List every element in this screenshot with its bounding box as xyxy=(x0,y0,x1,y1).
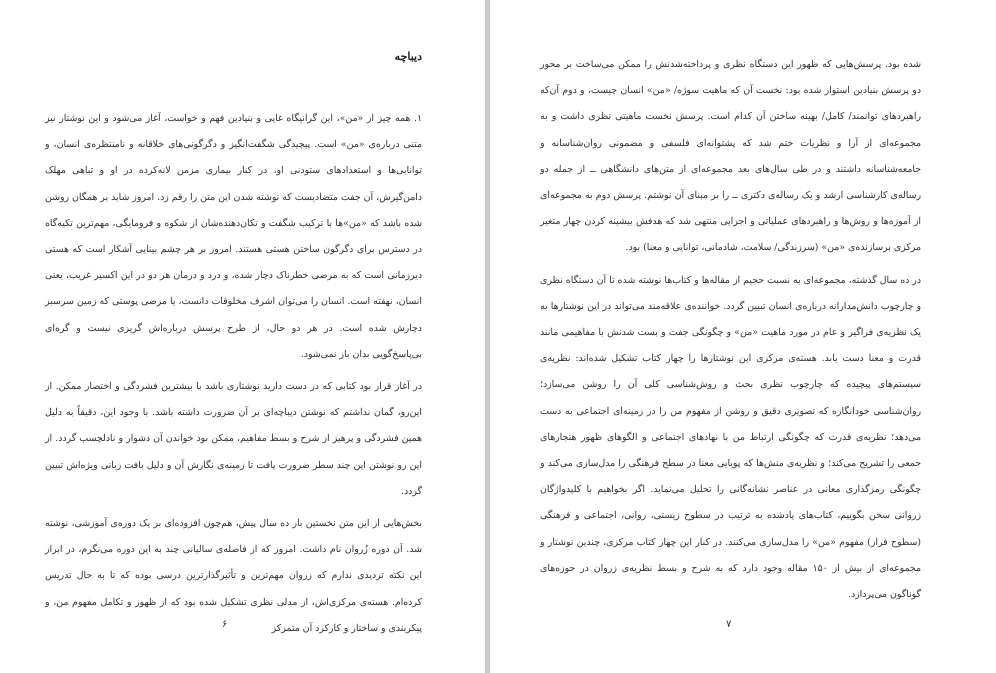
right-page-body xyxy=(540,52,921,614)
preface-title: دیباچه xyxy=(394,50,422,63)
paragraph: ۱. همه چیز از «من»، این گرانیگاه غایی و بنیادین فهم و خواست، آغاز می‌شود و این نوشتار نیز متنی درباره‌ی «من» است. پیچیدگی شگفت‌انگیز و دگرگونی‌های خلاقانه و نامنتظره‌ی انسان، و توانایی‌ها و استعدادهای ستودنی او، در کنار بیماری مزمن لانه‌کرده در او و تباهی مهلک دامن‌گیرش، آن جفت متضادیست که نوشته شدن این متن را رقم زد. امروز شاید بر همگان روشن شده باشد که «من»ها با ترکیب شگفت و تکان‌دهنده‌شان از شکوه و فرومایگی، مهم‌ترین تکیه‌گاه در دسترس برای دگرگون ساختن هستی هستند. امروز بر هر چشم بینایی آشکار است که هستی دیرزمانی است که به مرضی خطرناک دچار شده، و درد و درمان هر دو در این اکسیر غریب، یعنی انسان، نهفته است. انسان را می‌توان اشرف مخلوقات دانست، یا مرضی پوستی که زمین سرسبز دچارش شده است. در هر دو حال، از طرح پرسش درباره‌اش گریزی نیست و گره‌ای بی‌پاسخ‌گویی بدان باز نمی‌شود. xyxy=(45,113,422,360)
paragraph: شده بود. پرسش‌هایی که ظهور این دستگاه نظری و پرداخته‌شدنش را ممکن می‌ساخت بر محور دو پرسش بنیادین استوار شده بود: نخست آن که ماهیت سوژه/ «من» انسان چیست، و دوم آن‌که راهبردهای توانمند/ کامل/ بهینه ساختن آن کدام است. پرسش نخست ماهیتی نظری داشت و به مجموعه‌ای از آرا و نظریات ختم شد که پشتوانه‌ای فلسفی و مضمونی روان‌شناسانه و جامعه‌شناسانه داشتند و در طی سال‌های بعد مجموعه‌ای از متن‌های دانشگاهی ــ از جمله دو رساله‌ی کارشناسی ارشد و یک رساله‌ی دکتری ــ را بر مبنای آن نوشتم. پرسش دوم به مجموعه‌ای از آموزه‌ها و روش‌ها و راهبردهای عملیاتی و اجرایی منتهی شد که هدفش بیشینه کردن چهار متغیر مرکزی برسازنده‌ی «من» (سرزندگی/ سلامت، شادمانی، توانایی و معنا) بود. xyxy=(540,59,921,254)
page-number: ۶ xyxy=(222,619,228,630)
page-number: ۷ xyxy=(726,619,732,630)
paragraph: در آغاز قرار بود کتابی که در دست دارید نوشتاری باشد با بیشترین فشردگی و اختصار ممکن. از این‌رو، گمان نداشتم که نوشتن دیباچه‌ای بر آن ضرورت داشته باشد. با وجود این، دقیقاً به دلیل همین فشردگی و پرهیز از شرح و بسط مفاهیم، ممکن بود خواندن آن دشوار و نادلچسب گردد. از این رو نوشتن این چند سطر ضرورت یافت تا زمینه‌ی نگارش آن و دلیل بافت زبانی ویژه‌اش تبیین گردد. xyxy=(45,381,422,497)
paragraph: در ده سال گذشته، مجموعه‌ای به نسبت حجیم از مقاله‌ها و کتاب‌ها نوشته شده تا آن دستگاه نظری و چارچوب دانش‌مدارانه درباره‌ی انسان تبیین گردد. خواننده‌ی علاقه‌مند می‌تواند در این نوشتارها به یک نظریه‌ی فراگیر و عام در مورد ماهیت «من» و چگونگی جفت و بست شدنش با مفاهیمی مانند قدرت و معنا دست یابد. هسته‌ی مرکزی این نوشتارها را چهار کتاب تشکیل شده‌اند: نظریه‌ی سیستم‌های پیچیده که چارچوب نظری بحث و روش‌شناسی کلی آن را روشن می‌سازد؛ روان‌شناسی خودانگاره که تصویری دقیق و روشن از مفهوم من را در زمینه‌ای اجتماعی به دست می‌دهد؛ نظریه‌ی قدرت که چگونگی ارتباط من با نهادهای اجتماعی و الگوهای ظهور هنجارهای جمعی را تشریح می‌کند؛ و نظریه‌ی منش‌ها که پویایی معنا در سطح فرهنگی را مدل‌سازی می‌کند و چگونگی رمزگذاری معانی در عناصر نشانه‌گانی را تحلیل می‌نماید. اگر بخواهیم با کلیدواژگان زروانی سخن بگوییم، کتاب‌های یادشده به ترتیب در سطوح زیستی، روانی، اجتماعی و فرهنگی (سطوح فراز) مفهوم «من» را مدل‌سازی می‌کنند. در کنار این چهار کتاب مرکزی، چندین نوشتار و مجموعه‌ای از بیش از ۱۵۰ مقاله وجود دارد که به شرح و بسط نظریه‌ی زروان در حوزه‌های گوناگون می‌پردازد. xyxy=(540,274,921,601)
paragraph: بخش‌هایی از این متن نخستین بار ده سال پیش، هم‌چون افزوده‌ای بر یک دوره‌ی آموزشی، نوشته شد. آن دوره زُروان نام داشت. امروز که از فاصله‌ی سالیانی چند به این دوره می‌نگرم، در ابراز این نکته تردیدی ندارم که زروان مهم‌ترین و تأثیرگذارترین درسی بوده که تا به حال تدریس کرده‌ام. هسته‌ی مرکزی‌اش، از مدلی نظری تشکیل شده بود که از ظهور و تکامل مفهوم من، و پیکربندی و ساختار و کارکرد آن متمرکز xyxy=(45,518,422,634)
right-page xyxy=(490,0,996,673)
left-page xyxy=(0,0,485,673)
left-page-body xyxy=(45,106,422,648)
